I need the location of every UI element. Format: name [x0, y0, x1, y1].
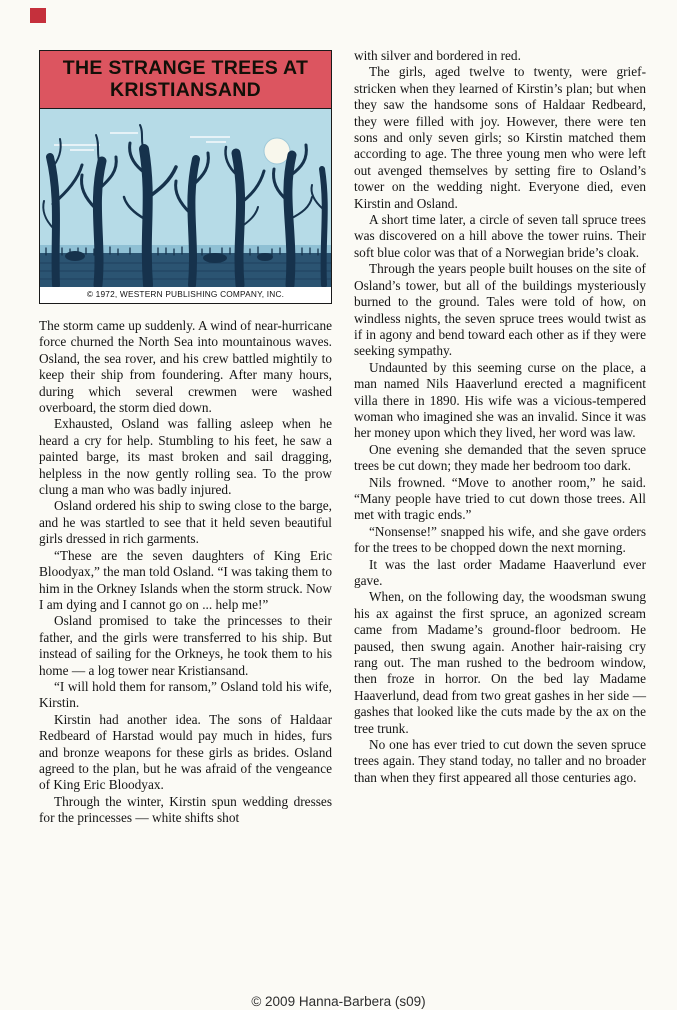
- moon: [264, 138, 290, 164]
- story-paragraph: Undaunted by this seeming curse on the place, a man named Nils Haaverlund erected a magnificent villa there in 1890. His wife was a vicious-tempered woman who imagined she was an invalid. Since it was her money upon which they lived, her word was law.: [354, 359, 646, 441]
- story-paragraph: Through the winter, Kirstin spun wedding dresses for the princesses — white shifts shot: [39, 793, 332, 826]
- story-text-right: [354, 48, 646, 786]
- story-paragraph: No one has ever tried to cut down the seven spruce trees again. They stand today, no taller and no broader than when they first appeared all those centuries ago.: [354, 737, 646, 785]
- story-paragraph: “I will hold them for ransom,” Osland told his wife, Kirstin.: [39, 678, 332, 711]
- story-paragraph: Osland promised to take the princesses to their father, and the girls were transferred to his ship. But instead of sailing for the Orkneys, he took them to his home — a log tower near Kristiansand.: [39, 613, 332, 678]
- tree-trunk: [191, 159, 196, 285]
- story-paragraph: with silver and bordered in red.: [354, 48, 521, 63]
- story-paragraph: Nils frowned. “Move to another room,” he said. “Many people have tried to cut down those trees. All met with tragic ends.”: [354, 474, 646, 523]
- story-paragraph: Exhausted, Osland was falling asleep when he heard a cry for help. Stumbling to his feet, he saw a painted barge, its mast broken and sail dragging, helpless in the now gently rolling sea. To the prow clung a man who was badly injured.: [39, 416, 332, 498]
- tree-trunk: [322, 169, 325, 285]
- story-text-left: [39, 318, 332, 827]
- illustration-copyright: © 1972, WESTERN PUBLISHING COMPANY, INC.: [40, 287, 331, 303]
- story-title-line-2: KRISTIANSAND: [110, 79, 261, 101]
- story-paragraph: It was the last order Madame Haaverlund ever gave.: [354, 556, 646, 588]
- registration-mark: [30, 8, 46, 23]
- story-paragraph: “Nonsense!” snapped his wife, and she gave orders for the trees to be chopped down the next morning.: [354, 523, 646, 556]
- trees-illustration: [40, 109, 331, 287]
- story-title-line-1: THE STRANGE TREES AT: [62, 57, 309, 79]
- story-paragraph: Osland ordered his ship to swing close to the barge, and he was startled to see that it held seven beautiful girls dressed in rich garments.: [39, 498, 332, 547]
- story-title-banner: [40, 51, 331, 109]
- story-paragraph: The storm came up suddenly. A wind of near-hurricane force churned the North Sea into mountainous waves. Osland, the sea rover, and his crew battled mightily to keep their ship from foundering. After many hours, during which several crewmen were washed overboard, the storm died down.: [39, 318, 332, 416]
- tree-trunk: [236, 153, 241, 285]
- left-column: [39, 50, 332, 827]
- story-paragraph: When, on the following day, the woodsman swung his ax against the first spruce, an agonized scream came from Madame’s ground-floor bedroom. He paused, then swung again. Another hair-raising cry rang out. The man rushed to the bedroom window, then froze in horror. On the bed lay Madame Haaverlund, dead from two great gashes in her side — gashes that looked like the cuts made by the ax on the tree trunk.: [354, 589, 646, 736]
- story-paragraph: “These are the seven daughters of King Eric Bloodyax,” the man told Osland. “I was taking them to him in the Orkney Islands when the storm struck. Now I am dying and I cannot go on ... help me!”: [39, 547, 332, 612]
- story-paragraph: Through the years people built houses on the site of Osland’s tower, but all of the buildings mysteriously burned to the ground. Tales were told of how, on windless nights, the seven spruce trees would twist as if in agony and bend toward each other as if they were seeking sympathy.: [354, 261, 646, 359]
- story-paragraph: One evening she demanded that the seven spruce trees be cut down; they made her bedroom too dark.: [354, 441, 646, 474]
- story-paragraph: A short time later, a circle of seven tall spruce trees was discovered on a hill above the tower ruins. Their soft blue color was that of a Norwegian bride’s cloak.: [354, 212, 646, 260]
- tree-trunk: [144, 149, 148, 285]
- tree-trunk: [97, 161, 102, 285]
- story-paragraph: Kirstin had another idea. The sons of Haldaar Redbeard of Harstad would pay much in hides, furs and bronze weapons for these girls as brides. Osland agreed to the plan, but he was afraid of the vengeance of King Eric Bloodyax.: [39, 711, 332, 793]
- story-paragraph: The girls, aged twelve to twenty, were grief-stricken when they learned of Kirstin’s plan; but when they saw the handsome sons of Haldaar Redbeard, they were filled with joy. However, there were ten sons and only seven girls; so Kirstin matched them according to age. The three young men who were left out avenged themselves by setting fire to Osland’s tower on the wedding night. Everyone died, even Kirstin and Osland.: [354, 64, 646, 211]
- right-column: [354, 48, 646, 786]
- story-illustration-box: [39, 50, 332, 304]
- footer-copyright: © 2009 Hanna-Barbera (s09): [251, 994, 426, 1009]
